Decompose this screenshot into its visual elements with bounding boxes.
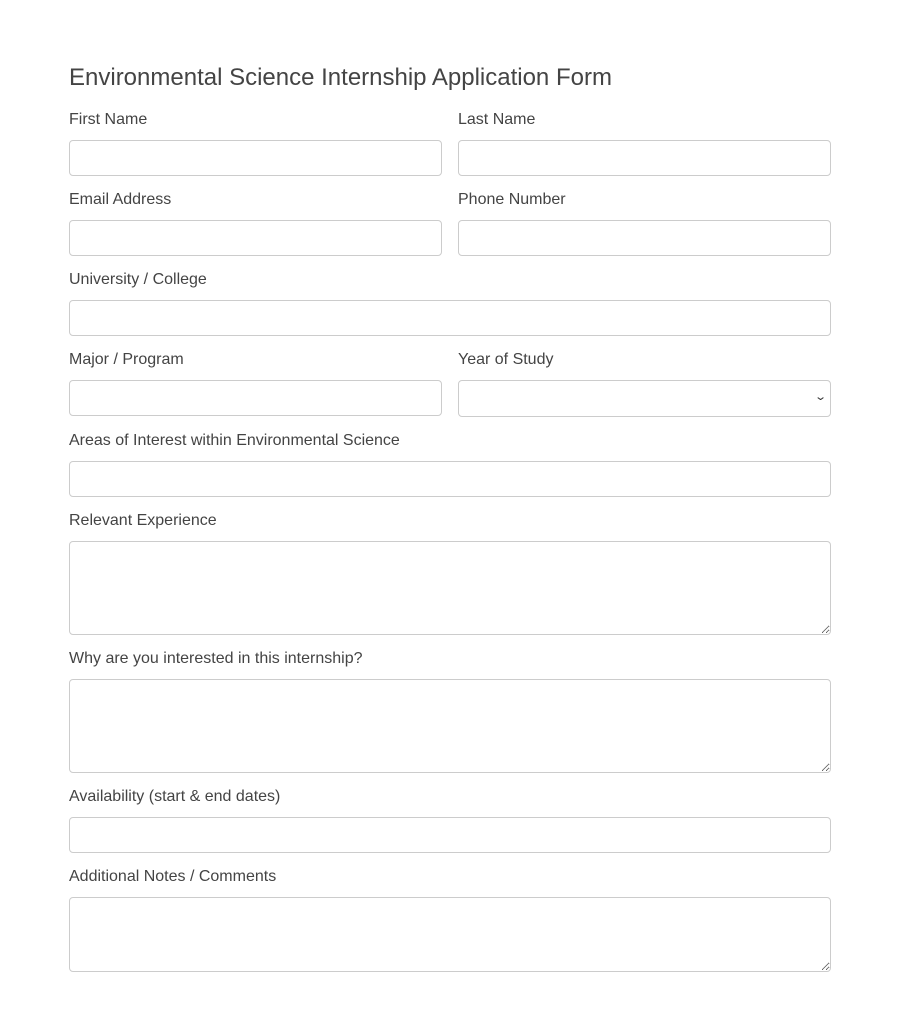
phone-label: Phone Number (458, 191, 566, 208)
notes-textarea[interactable] (69, 897, 831, 972)
interests-group (69, 431, 831, 497)
first-name-input[interactable] (69, 140, 442, 176)
availability-group (69, 787, 831, 853)
email-input[interactable] (69, 220, 442, 256)
first-name-label: First Name (69, 111, 148, 128)
email-label: Email Address (69, 191, 172, 208)
page-title: Environmental Science Internship Application Form (69, 64, 612, 91)
last-name-group (458, 110, 831, 176)
university-group (69, 270, 831, 336)
why-group (69, 649, 831, 773)
experience-label: Relevant Experience (69, 512, 217, 529)
why-textarea[interactable] (69, 679, 831, 773)
notes-label: Additional Notes / Comments (69, 868, 277, 885)
notes-group (69, 867, 831, 972)
major-group (69, 350, 442, 417)
major-input[interactable] (69, 380, 442, 416)
university-label: University / College (69, 271, 207, 288)
year-label: Year of Study (458, 351, 554, 368)
email-group (69, 190, 442, 256)
first-name-group (69, 110, 442, 176)
university-input[interactable] (69, 300, 831, 336)
chevron-down-icon: ⌄ (813, 391, 827, 403)
application-form (69, 64, 831, 986)
interests-label: Areas of Interest within Environmental Science (69, 432, 400, 449)
interests-input[interactable] (69, 461, 831, 497)
last-name-label: Last Name (458, 111, 536, 128)
phone-group (458, 190, 831, 256)
availability-label: Availability (start & end dates) (69, 788, 281, 805)
experience-group (69, 511, 831, 635)
availability-input[interactable] (69, 817, 831, 853)
year-of-study-select[interactable] (458, 380, 831, 417)
year-group (458, 350, 831, 417)
major-label: Major / Program (69, 351, 184, 368)
last-name-input[interactable] (458, 140, 831, 176)
phone-input[interactable] (458, 220, 831, 256)
experience-textarea[interactable] (69, 541, 831, 635)
why-label: Why are you interested in this internship? (69, 650, 363, 667)
